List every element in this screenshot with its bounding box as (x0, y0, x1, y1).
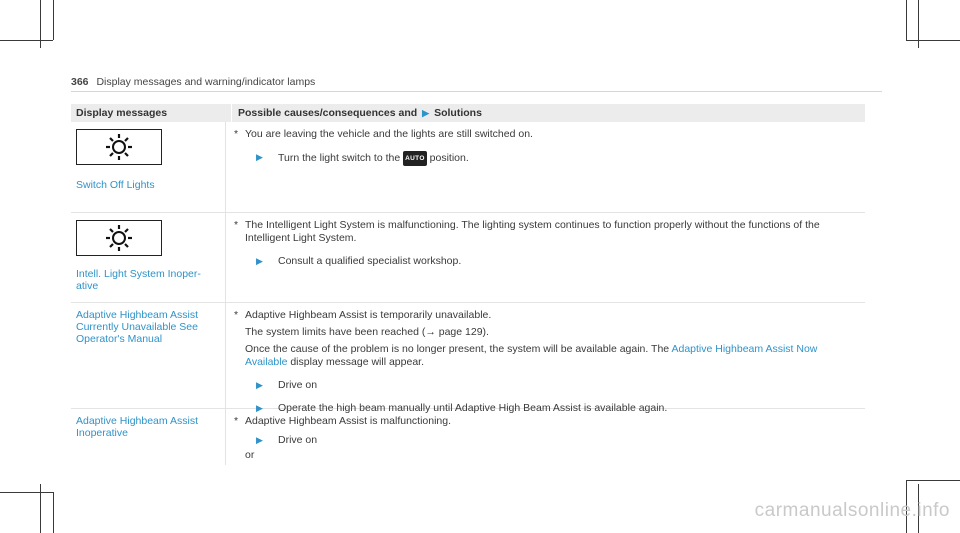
col-header-causes: Possible causes/consequences and ▶ Solutions (238, 107, 482, 119)
message-cell (71, 122, 226, 212)
page-header (71, 76, 315, 88)
solution-step: ▶ Drive on (245, 379, 855, 392)
crop-mark (0, 40, 53, 41)
display-message: Intell. Light System Inoper- ative (76, 268, 201, 292)
message-cell (71, 303, 226, 408)
table-row (71, 122, 865, 213)
arrow-icon: ▶ (256, 435, 263, 445)
col-header-messages: Display messages (76, 107, 168, 119)
watermark: carmanualsonline.info (754, 500, 950, 521)
message-cell (71, 213, 226, 302)
table-row (71, 409, 865, 465)
cause-item: * The Intelligent Light System is malfunctioning. The lighting system continues to function properly without the functions of the Intelligent Light System. (234, 219, 820, 244)
causes-cell (226, 303, 865, 414)
arrow-icon: ▶ (256, 152, 263, 162)
cause-item: * You are leaving the vehicle and the lights are still switched on. (234, 128, 533, 140)
causes-cell (226, 122, 865, 212)
display-message: Switch Off Lights (76, 179, 155, 191)
cause-detail: Once the cause of the problem is no longer present, the system will be available again. The Adaptive Highbeam Assist Now Available display message will appear. (245, 343, 818, 368)
display-message: Adaptive Highbeam Assist Currently Unavailable See Operator's Manual (76, 309, 198, 345)
arrow-icon: ▶ (256, 256, 263, 266)
causes-cell (226, 213, 865, 302)
crop-mark (906, 0, 907, 40)
crop-mark (53, 0, 54, 40)
arrow-icon: ▶ (422, 107, 430, 118)
message-cell (71, 409, 226, 465)
crop-mark (906, 40, 960, 41)
solution-step: ▶ Consult a qualified specialist workshop. (245, 255, 855, 268)
crop-mark (53, 492, 54, 533)
page-title: Display messages and warning/indicator lamps (96, 76, 316, 88)
header-divider (71, 91, 882, 92)
display-message: Adaptive Highbeam Assist Inoperative (76, 415, 198, 439)
arrow-icon: ▶ (256, 380, 263, 390)
cause-item: * Adaptive Highbeam Assist is temporarily unavailable. (234, 309, 492, 321)
light-bulb-icon (76, 129, 162, 165)
cause-detail: The system limits have been reached (→ page 129). (245, 326, 489, 338)
solution-step: ▶ Drive on (245, 434, 855, 447)
solution-step: ▶ Operate the high beam manually until Adaptive High Beam Assist is available again. (245, 402, 855, 415)
solution-step: ▶ Turn the light switch to the AUTO position. (245, 151, 855, 166)
display-message-reference: Adaptive Highbeam Assist Now Available (245, 343, 818, 368)
messages-table (71, 104, 865, 465)
table-row (71, 213, 865, 303)
table-row (71, 303, 865, 414)
table-header (71, 104, 865, 122)
causes-cell (226, 409, 865, 465)
arrow-icon: ▶ (256, 403, 263, 413)
crop-mark (0, 492, 53, 493)
crop-mark (906, 480, 960, 481)
auto-switch-icon: AUTO (403, 151, 427, 166)
or-text: or (245, 449, 255, 461)
cause-item: * Adaptive Highbeam Assist is malfunctioning. (234, 415, 452, 427)
page-number: 366 (71, 76, 89, 88)
light-bulb-icon (76, 220, 162, 256)
